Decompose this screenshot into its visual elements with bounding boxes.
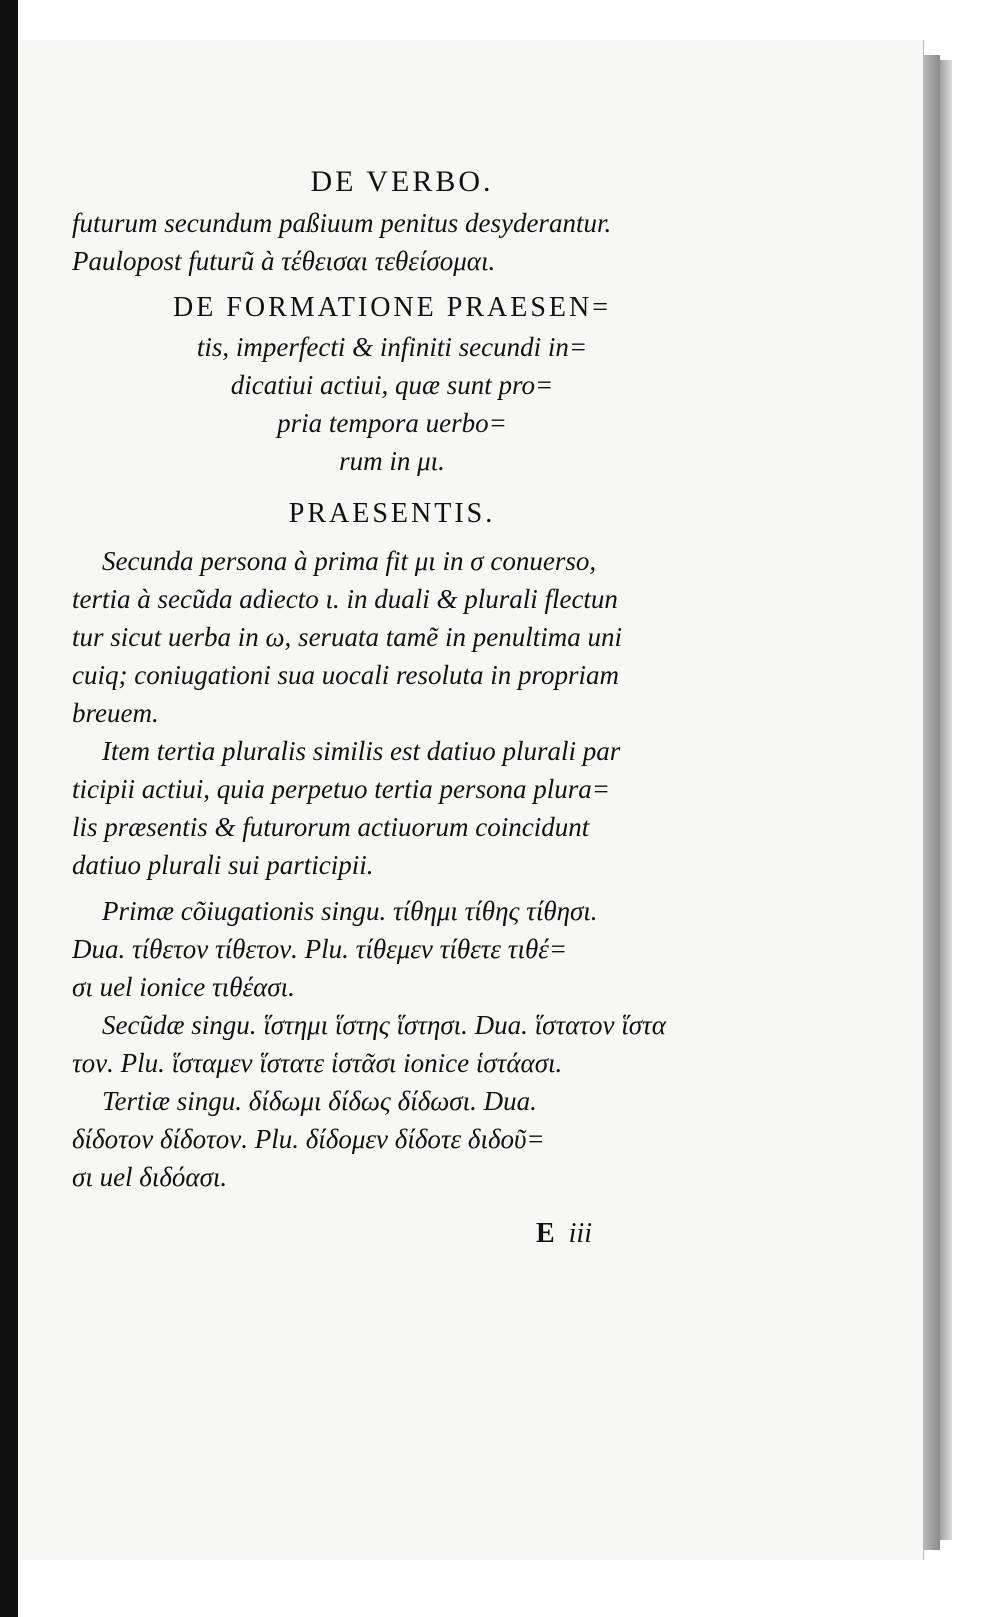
- text-line: σι uel διδόασι.: [72, 1162, 228, 1192]
- paragraph: [72, 542, 712, 732]
- text-line: lis præsentis & futurorum actiuorum coincidunt: [72, 812, 590, 842]
- text-line: cuiq; coniugationi sua uocali resoluta in propriam: [72, 660, 619, 690]
- text-line: σι uel ionice τιθέασι.: [72, 972, 295, 1002]
- page-text: [72, 160, 712, 1254]
- text-line: Secunda persona à prima fit μι in σ conuerso,: [102, 546, 597, 576]
- section-heading-line: dicatiui actiui, quæ sunt pro=: [230, 370, 554, 400]
- text-line: Dua. τίθετον τίθετον. Plu. τίθεμεν τίθετε τιθέ=: [72, 934, 568, 964]
- conjugation-block: [72, 1082, 712, 1196]
- section-heading-line: pria tempora uerbo=: [277, 408, 507, 438]
- text-line: ticipii actiui, quia perpetuo tertia persona plura=: [72, 774, 610, 804]
- text-line: Item tertia pluralis similis est datiuo plurali par: [102, 736, 621, 766]
- scan-border: [0, 0, 18, 1617]
- paragraph: [72, 732, 712, 884]
- subheading: PRAESENTIS.: [288, 498, 496, 529]
- conjugation-block: [72, 1006, 712, 1082]
- intro-block: [72, 204, 712, 280]
- text-line: datiuo plurali sui participii.: [72, 850, 374, 880]
- text-line: breuem.: [72, 698, 159, 728]
- text-line: tertia à secũda adiecto ι. in duali & plurali flectun: [72, 584, 618, 614]
- text-line: δίδοτον δίδοτον. Plu. δίδομεν δίδοτε διδοῦ=: [72, 1124, 545, 1154]
- text-line: Primæ cõiugationis singu. τίθημι τίθης τίθησι.: [102, 896, 598, 926]
- text-line: Paulopost futurũ à τέθεισαι τεθείσομαι.: [72, 246, 496, 276]
- signature-letter: E: [535, 1218, 555, 1249]
- section-heading: [72, 288, 712, 480]
- signature-mark: [72, 1214, 712, 1254]
- text-line: Secũdæ singu. ἵστημι ἵστης ἵστησι. Dua. ἵστατον ἵστα: [102, 1010, 666, 1040]
- text-line: τον. Plu. ἵσταμεν ἵστατε ἱστᾶσι ionice ἱστάασι.: [72, 1048, 563, 1078]
- section-heading-line: rum in μι.: [339, 446, 445, 476]
- text-line: Tertiæ singu. δίδωμι δίδως δίδωσι. Dua.: [102, 1086, 537, 1116]
- signature-numeral: iii: [568, 1218, 592, 1249]
- text-line: futurum secundum paßiuum penitus desyderantur.: [72, 208, 612, 238]
- text-line: tur sicut uerba in ω, seruata tamẽ in penultima uni: [72, 622, 623, 652]
- section-heading-caps: DE FORMATIONE PRAESEN=: [172, 292, 612, 323]
- running-head: DE VERBO.: [310, 165, 494, 198]
- conjugation-block: [72, 892, 712, 1006]
- section-heading-line: tis, imperfecti & infiniti secundi in=: [196, 332, 588, 362]
